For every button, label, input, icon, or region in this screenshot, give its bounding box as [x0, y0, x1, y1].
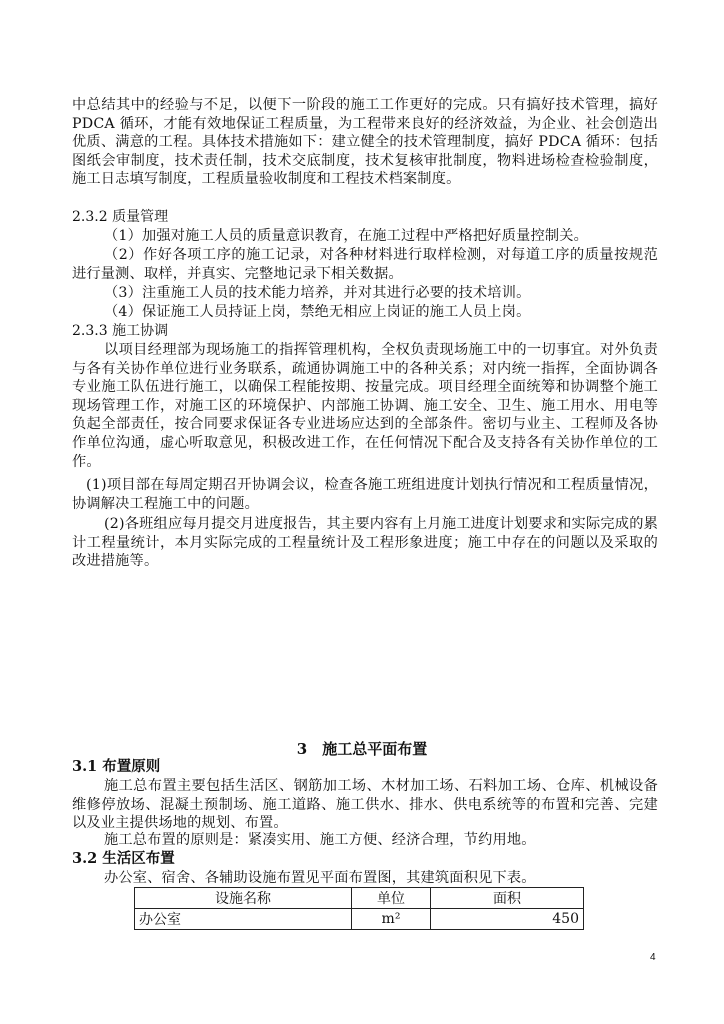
heading-2-3-3: 2.3.3 施工协调 — [72, 323, 169, 339]
table-header-name: 设施名称 — [135, 888, 352, 909]
table-header-unit: 单位 — [352, 888, 431, 909]
quality-item-1: （1）加强对施工人员的质量意识教育，在施工过程中严格把好质量控制关。 — [104, 228, 589, 244]
table-cell-area: 450 — [431, 909, 584, 930]
table-header-row — [135, 888, 584, 909]
table-cell-name: 办公室 — [135, 909, 352, 930]
layout-principle-paragraph: 施工总布置主要包括生活区、钢筋加工场、木材加工场、石料加工场、仓库、机械设备维修停放场、混凝土预制场、施工道路、施工供水、排水、供电系统等的布置和完善、完建以及业主提供场地的规划、布置。 — [72, 778, 658, 832]
coordination-item-1: (1)项目部在每周定期召开协调会议，检查各施工班组进度计划执行情况和工程质量情况，协调解决工程施工中的问题。 — [72, 477, 658, 512]
facility-table — [134, 887, 584, 930]
table-row — [135, 909, 584, 930]
quality-item-3: （3）注重施工人员的技术能力培养，并对其进行必要的技术培训。 — [104, 285, 531, 301]
table-header-area: 面积 — [431, 888, 584, 909]
quality-item-4: （4）保证施工人员持证上岗，禁绝无相应上岗证的施工人员上岗。 — [104, 304, 531, 320]
page-number: 4 — [650, 952, 656, 963]
heading-3-2: 3.2 生活区布置 — [72, 850, 175, 867]
layout-principle-summary: 施工总布置的原则是：紧凑实用、施工方便、经济合理，节约用地。 — [104, 832, 536, 848]
coordination-item-2: (2)各班组应每月提交月进度报告，其主要内容有上月施工进度计划要求和实际完成的累计工程量统计，本月实际完成的工程量统计及工程形象进度；施工中存在的问题以及采取的改进措施等。 — [72, 516, 658, 570]
heading-3-1: 3.1 布置原则 — [72, 758, 161, 775]
heading-2-3-2: 2.3.2 质量管理 — [72, 209, 169, 225]
paragraph-intro: 中总结其中的经验与不足，以便下一阶段的施工工作更好的完成。只有搞好技术管理，搞好 PDCA 循环，才能有效地保证工程质量，为工程带来良好的经济效益，为企业、社会创造出优质、满意的工程。具体技术措施如下：建立健全的技术管理制度，搞好 PDCA 循环：包括图纸会审制度，技术责任制，技术交底制度，技术复核审批制度，物料进场检查检验制度，施工日志填写制度，工程质量验收制度和工程技术档案制度。 — [72, 97, 658, 188]
coordination-paragraph: 以项目经理部为现场施工的指挥管理机构，全权负责现场施工中的一切事宜。对外负责与各有关协作单位进行业务联系，疏通协调施工中的各种关系；对内统一指挥，全面协调各专业施工队伍进行施工，以确保工程能按期、按量完成。项目经理全面统筹和协调整个施工现场管理工作，对施工区的环境保护、内部施工协调、施工安全、卫生、施工用水、用电等负起全部责任，按合同要求保证各专业进场应达到的全部条件。密切与业主、工程师及各协作单位沟通，虚心听取意见，积极改进工作，在任何情况下配合及支持各有关协作单位的工作。 — [72, 342, 658, 470]
quality-item-2: （2）作好各项工序的施工记录，对各种材料进行取样检测，对每道工序的质量按规范进行量测、取样，并真实、完整地记录下相关数据。 — [72, 247, 658, 282]
living-area-paragraph: 办公室、宿舍、各辅助设施布置见平面布置图，其建筑面积见下表。 — [104, 870, 536, 886]
table-cell-unit: m² — [352, 909, 431, 930]
section-title: 3 施工总平面布置 — [296, 740, 428, 758]
